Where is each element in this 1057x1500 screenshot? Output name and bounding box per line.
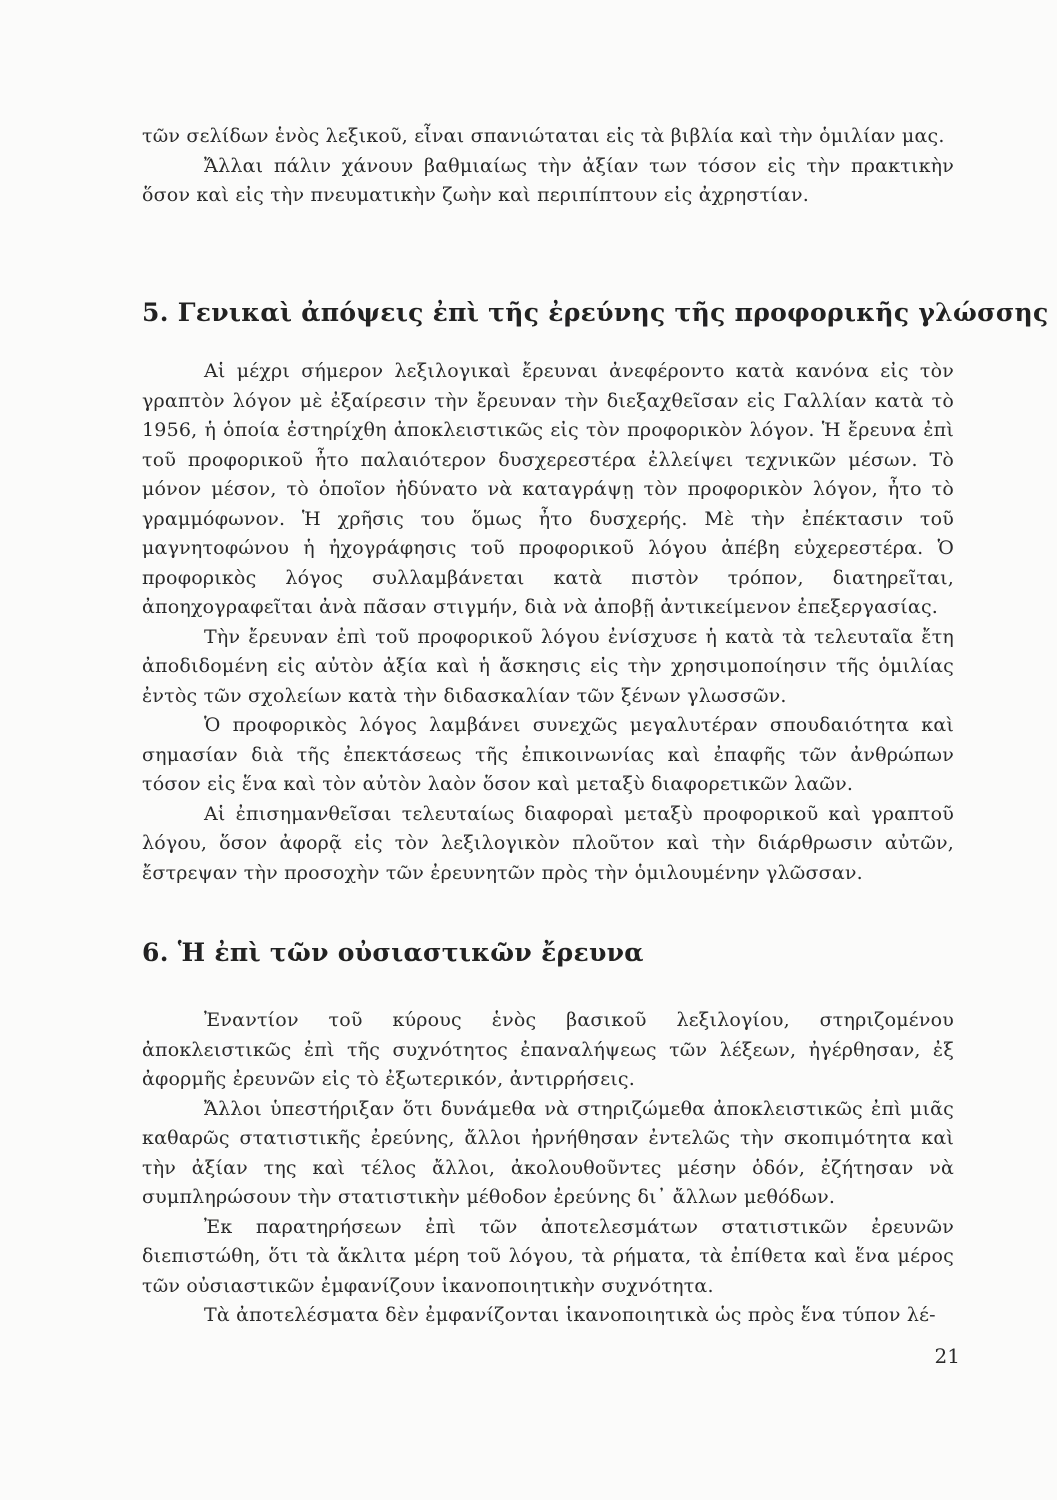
intro-paragraph-2: Ἄλλαι πάλιν χάνουν βαθμιαίως τὴν ἀξίαν των τόσον εἰς τὴν πρακτικὴν ὅσον καὶ εἰς τὴν πνευματικὴν ζωὴν καὶ περιπίπτουν εἰς ἀχρηστίαν. xyxy=(142,154,954,206)
page-number: 21 xyxy=(934,1344,960,1368)
section-6-body xyxy=(142,1006,954,1331)
section-6-paragraph-2: Ἄλλοι ὑπεστήριξαν ὅτι δυνάμεθα νὰ στηριζώμεθα ἀποκλειστικῶς ἐπὶ μιᾶς καθαρῶς στατιστικῆς ἐρεύνης, ἄλλοι ἠρνήθησαν ἐντελῶς τὴν σκοπιμότητα καὶ τὴν ἀξίαν της καὶ τέλος ἄλλοι, ἀκολουθοῦντες μέσην ὁδόν, ἐζήτησαν νὰ συμπληρώσουν τὴν στατιστικὴν μέθοδον ἐρεύνης δι᾽ ἄλλων μεθόδων. xyxy=(142,1097,954,1208)
intro-text xyxy=(142,122,954,211)
section-5-paragraph-3: Ὁ προφορικὸς λόγος λαμβάνει συνεχῶς μεγαλυτέραν σπουδαιότητα καὶ σημασίαν διὰ τῆς ἐπεκτάσεως τῆς ἐπικοινωνίας καὶ ἐπαφῆς τῶν ἀνθρώπων τόσον εἰς ἕνα καὶ τὸν αὐτὸν λαὸν ὅσον καὶ μεταξὺ διαφορετικῶν λαῶν. xyxy=(142,714,954,795)
intro-paragraph-1: τῶν σελίδων ἑνὸς λεξικοῦ, εἶναι σπανιώταται εἰς τὰ βιβλία καὶ τὴν ὁμιλίαν μας. xyxy=(142,125,945,147)
section-6-paragraph-1: Ἐναντίον τοῦ κύρους ἑνὸς βασικοῦ λεξιλογίου, στηριζομένου ἀποκλειστικῶς ἐπὶ τῆς συχνότητος ἐπαναλήψεως τῶν λέξεων, ἠγέρθησαν, ἐξ ἀφορμῆς ἐρευνῶν εἰς τὸ ἐξωτερικόν, ἀντιρρήσεις. xyxy=(142,1009,954,1090)
section-5-paragraph-2: Τὴν ἔρευναν ἐπὶ τοῦ προφορικοῦ λόγου ἐνίσχυσε ἡ κατὰ τὰ τελευταῖα ἔτη ἀποδιδομένη εἰς αὐτὸν ἀξία καὶ ἡ ἄσκησις εἰς τὴν χρησιμοποίησιν τῆς ὁμιλίας ἐντὸς τῶν σχολείων κατὰ τὴν διδασκαλίαν τῶν ξένων γλωσσῶν. xyxy=(142,625,954,707)
section-6-paragraph-3: Ἐκ παρατηρήσεων ἐπὶ τῶν ἀποτελεσμάτων στατιστικῶν ἐρευνῶν διεπιστώθη, ὅτι τὰ ἄκλιτα μέρη τοῦ λόγου, τὰ ρήματα, τὰ ἐπίθετα καὶ ἕνα μέρος τῶν οὐσιαστικῶν ἐμφανίζουν ἱκανοποιητικὴν συχνότητα. xyxy=(142,1215,954,1297)
section-6-heading: 6. Ἡ ἐπὶ τῶν οὐσιαστικῶν ἔρευνα xyxy=(142,938,644,967)
section-5-body xyxy=(142,357,954,888)
section-5-paragraph-1: Αἱ μέχρι σήμερον λεξιλογικαὶ ἔρευναι ἀνεφέροντο κατὰ κανόνα εἰς τὸν γραπτὸν λόγον μὲ ἐξαίρεσιν τὴν ἔρευναν τὴν διεξαχθεῖσαν εἰς Γαλλίαν κατὰ τὸ 1956, ἡ ὁποία ἐστηρίχθη ἀποκλειστικῶς εἰς τὸν προφορικὸν λόγον. Ἡ ἔρευνα ἐπὶ τοῦ προφορικοῦ ἦτο παλαιότερον δυσχερεστέρα ἐλλείψει τεχνικῶν μέσων. Τὸ μόνον μέσον, τὸ ὁποῖον ἠδύνατο νὰ καταγράψῃ τὸν προφορικὸν λόγον, ἦτο τὸ γραμμόφωνον. Ἡ χρῆσις του ὅμως ἦτο δυσχερής. Μὲ τὴν ἐπέκτασιν τοῦ μαγνητοφώνου ἡ ἠχογράφησις τοῦ προφορικοῦ λόγου ἀπέβη εὐχερεστέρα. Ὁ προφορικὸς λόγος συλλαμβάνεται κατὰ πιστὸν τρόπον, διατηρεῖται, ἀποηχογραφεῖται ἀνὰ πᾶσαν στιγμήν, διὰ νὰ ἀποβῇ ἀντικείμενον ἐπεξεργασίας. xyxy=(142,360,954,618)
section-5-heading: 5. Γενικαὶ ἀπόψεις ἐπὶ τῆς ἐρεύνης τῆς προφορικῆς γλώσσης xyxy=(142,298,1049,327)
section-5-paragraph-4: Αἱ ἐπισημανθεῖσαι τελευταίως διαφοραὶ μεταξὺ προφορικοῦ καὶ γραπτοῦ λόγου, ὅσον ἀφορᾷ εἰς τὸν λεξιλογικὸν πλοῦτον καὶ τὴν διάρθρωσιν αὐτῶν, ἔστρεψαν τὴν προσοχὴν τῶν ἐρευνητῶν πρὸς τὴν ὁμιλουμένην γλῶσσαν. xyxy=(142,802,954,884)
section-6-paragraph-4: Τὰ ἀποτελέσματα δὲν ἐμφανίζονται ἱκανοποιητικὰ ὡς πρὸς ἕνα τύπον λέ- xyxy=(204,1304,936,1326)
